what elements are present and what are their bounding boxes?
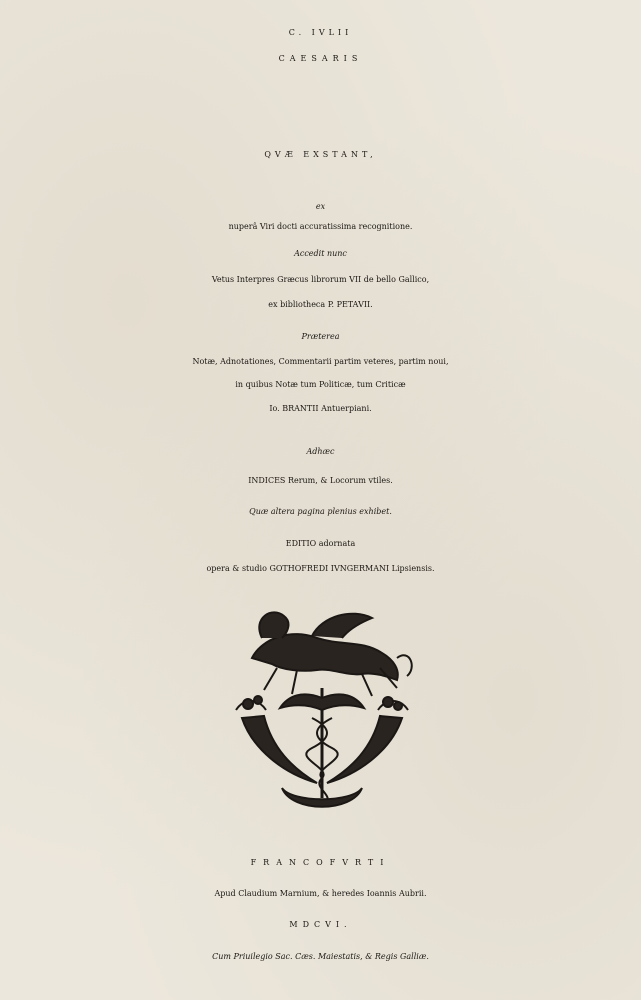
cornucopia-left xyxy=(242,716,317,783)
printer-device-illustration xyxy=(222,598,422,820)
bibliotheca-line: ex bibliotheca P. PETAVII. xyxy=(268,300,373,309)
imprint-year: MDCVI. xyxy=(289,920,352,929)
ex-line: ex xyxy=(315,202,326,211)
notes-line: Notæ, Adnotationes, Commentarii partim veteres, partim noui, xyxy=(192,357,449,366)
accedit-heading: Accedit nunc xyxy=(294,249,347,258)
imprint-printers: Apud Claudium Marnium, & heredes Ioannis Aubrii. xyxy=(214,889,427,898)
altera-pagina-line: Quæ altera pagina plenius exhibet. xyxy=(249,507,392,516)
cornucopia-right xyxy=(327,716,402,783)
praeterea-heading: Præterea xyxy=(301,332,340,341)
work-title: QVÆ EXSTANT, xyxy=(264,150,377,159)
adhaec-heading: Adhæc xyxy=(306,447,335,456)
editio-line: EDITIO adornata xyxy=(285,539,356,548)
recognition-line: nuperâ Viri docti accuratissima recognitione. xyxy=(228,222,413,231)
author-praenomen: C. IVLII xyxy=(288,28,353,37)
political-critical-notes-line: in quibus Notæ tum Politicæ, tum Criticæ xyxy=(235,380,406,389)
greek-interpreter-line: Vetus Interpres Græcus librorum VII de bello Gallico, xyxy=(211,275,430,284)
indices-line: INDICES Rerum, & Locorum vtiles. xyxy=(248,476,393,485)
privilege-line: Cum Priuilegio Sac. Cæs. Maiestatis, & Regis Galliæ. xyxy=(212,952,429,961)
author-name-caesaris: CAESARIS xyxy=(278,54,363,63)
brantius-line: Io. BRANTII Antuerpiani. xyxy=(269,404,372,413)
imprint-place: FRANCOFVRTI xyxy=(250,858,391,867)
editor-line: opera & studio GOTHOFREDI IVNGERMANI Lipsiensis. xyxy=(206,564,435,573)
